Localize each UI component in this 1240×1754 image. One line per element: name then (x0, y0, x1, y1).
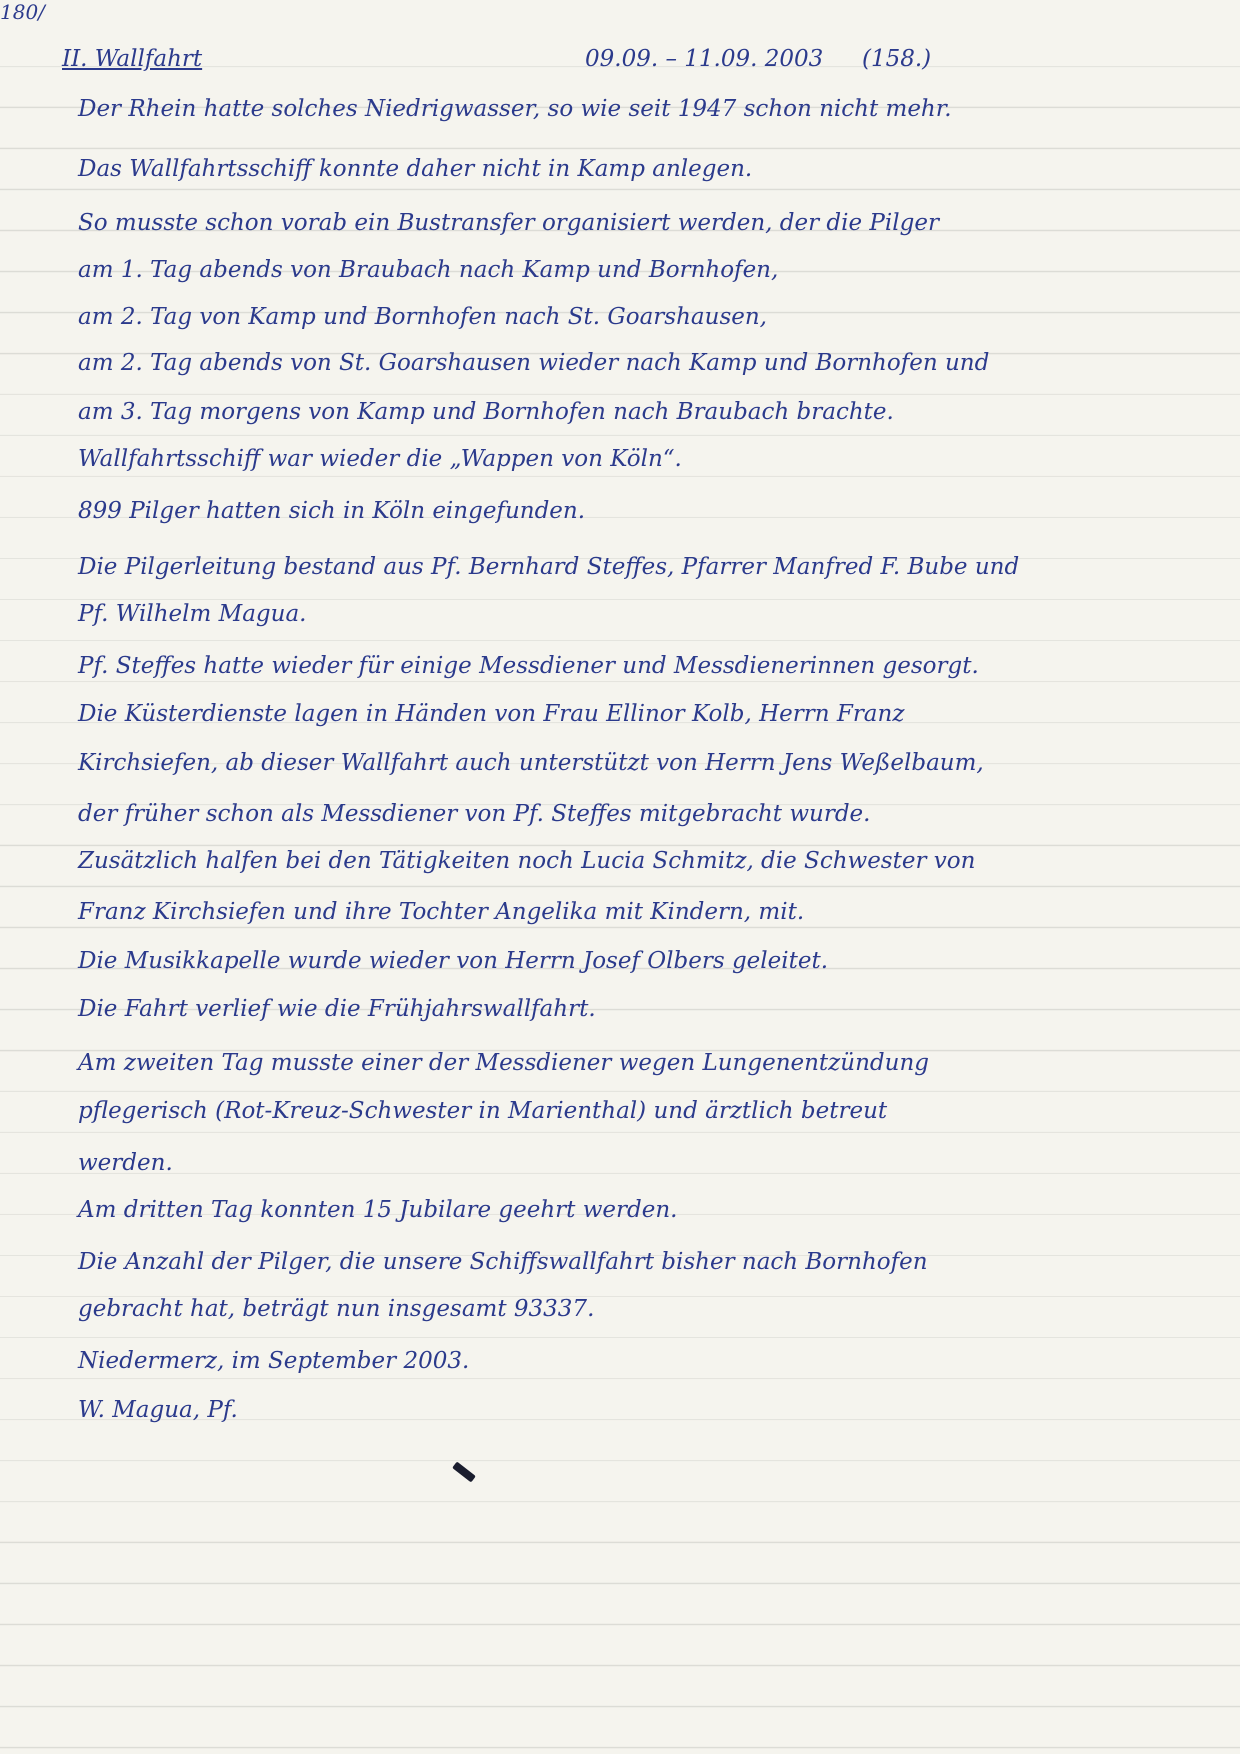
text-line: Die Küsterdienste lagen in Händen von Frau Ellinor Kolb, Herrn Franz (78, 701, 905, 727)
text-line: Die Musikkapelle wurde wieder von Herrn Josef Olbers geleitet. (78, 948, 829, 974)
signature-line: W. Magua, Pf. (78, 1397, 238, 1423)
text-line: So musste schon vorab ein Bustransfer organisiert werden, der die Pilger (78, 210, 939, 236)
text-line: Die Anzahl der Pilger, die unsere Schiffswallfahrt bisher nach Bornhofen (78, 1249, 928, 1275)
text-line: am 3. Tag morgens von Kamp und Bornhofen nach Braubach brachte. (78, 399, 894, 425)
entry-title: II. Wallfahrt (62, 46, 203, 72)
text-line: Wallfahrtsschiff war wieder die „Wappen von Köln“. (78, 446, 682, 472)
text-line: Die Fahrt verlief wie die Frühjahrswallfahrt. (78, 996, 596, 1022)
text-line: 899 Pilger hatten sich in Köln eingefunden. (78, 498, 586, 524)
text-line: werden. (78, 1150, 173, 1176)
entry-number: (158.) (862, 46, 932, 72)
text-line: Am zweiten Tag musste einer der Messdiener wegen Lungenentzündung (78, 1050, 929, 1076)
text-line: der früher schon als Messdiener von Pf. Steffes mitgebracht wurde. (78, 801, 871, 827)
text-line: pflegerisch (Rot-Kreuz-Schwester in Marienthal) und ärztlich betreut (78, 1098, 888, 1124)
page-number: 180/ (0, 0, 45, 24)
text-line: Pf. Steffes hatte wieder für einige Messdiener und Messdienerinnen gesorgt. (78, 653, 979, 679)
text-line: Der Rhein hatte solches Niedrigwasser, so wie seit 1947 schon nicht mehr. (78, 96, 952, 122)
text-line: am 1. Tag abends von Braubach nach Kamp und Bornhofen, (78, 257, 779, 283)
text-line: am 2. Tag von Kamp und Bornhofen nach St. Goarshausen, (78, 304, 767, 330)
text-line: Franz Kirchsiefen und ihre Tochter Angelika mit Kindern, mit. (78, 899, 805, 925)
text-line: Am dritten Tag konnten 15 Jubilare geehrt werden. (78, 1197, 678, 1223)
text-line: am 2. Tag abends von St. Goarshausen wieder nach Kamp und Bornhofen und (78, 350, 990, 376)
text-line: Zusätzlich halfen bei den Tätigkeiten noch Lucia Schmitz, die Schwester von (78, 848, 976, 874)
ink-mark (452, 1461, 476, 1482)
text-line: Pf. Wilhelm Magua. (78, 601, 307, 627)
text-line: Kirchsiefen, ab dieser Wallfahrt auch unterstützt von Herrn Jens Weßelbaum, (78, 750, 984, 776)
text-line: Die Pilgerleitung bestand aus Pf. Bernhard Steffes, Pfarrer Manfred F. Bube und (78, 554, 1020, 580)
text-line: Das Wallfahrtsschiff konnte daher nicht in Kamp anlegen. (78, 156, 753, 182)
entry-date: 09.09. – 11.09. 2003 (585, 46, 824, 72)
text-line: Niedermerz, im September 2003. (78, 1348, 470, 1374)
text-line: gebracht hat, beträgt nun insgesamt 93337. (78, 1296, 595, 1322)
